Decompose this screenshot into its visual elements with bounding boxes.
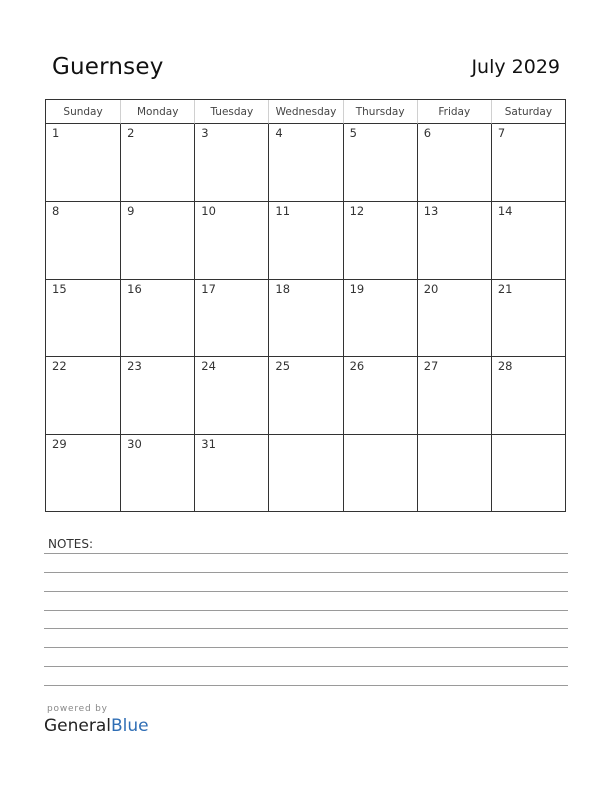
day-cell: 20: [417, 279, 491, 356]
day-cell: 7: [491, 124, 565, 201]
notes-line: [44, 591, 568, 592]
day-cell: 9: [120, 201, 194, 278]
weekday-header-monday: Monday: [120, 100, 194, 124]
notes-line: [44, 685, 568, 686]
notes-line: [44, 666, 568, 667]
powered-by-text: powered by: [47, 704, 108, 714]
day-cell: 4: [268, 124, 342, 201]
notes-label: NOTES:: [48, 537, 93, 551]
weekday-header-saturday: Saturday: [491, 100, 565, 124]
notes-line: [44, 610, 568, 611]
day-cell: 22: [46, 356, 120, 433]
day-cell: 27: [417, 356, 491, 433]
calendar-grid: [45, 99, 566, 512]
day-cell: [268, 434, 342, 511]
day-cell: 2: [120, 124, 194, 201]
weekday-header-wednesday: Wednesday: [268, 100, 342, 124]
day-cell: 29: [46, 434, 120, 511]
month-title: July 2029: [471, 56, 560, 78]
notes-line: [44, 572, 568, 573]
weekday-header-friday: Friday: [417, 100, 491, 124]
day-cell: 14: [491, 201, 565, 278]
day-cell: 6: [417, 124, 491, 201]
day-cell: 10: [194, 201, 268, 278]
day-cell: 24: [194, 356, 268, 433]
day-cell: 28: [491, 356, 565, 433]
day-cell: 5: [343, 124, 417, 201]
day-cell: 17: [194, 279, 268, 356]
notes-line: [44, 628, 568, 629]
day-cell: [343, 434, 417, 511]
day-cell: 19: [343, 279, 417, 356]
country-title: Guernsey: [52, 54, 164, 80]
day-cell: 15: [46, 279, 120, 356]
day-cell: 30: [120, 434, 194, 511]
day-cell: [491, 434, 565, 511]
day-cell: 26: [343, 356, 417, 433]
generalblue-logo[interactable]: [44, 716, 149, 736]
day-cell: 11: [268, 201, 342, 278]
brand-general: General: [44, 716, 111, 736]
day-cell: 13: [417, 201, 491, 278]
day-cell: 21: [491, 279, 565, 356]
day-cell: 3: [194, 124, 268, 201]
day-cell: [417, 434, 491, 511]
day-cell: 25: [268, 356, 342, 433]
weekday-header-sunday: Sunday: [46, 100, 120, 124]
weekday-header-tuesday: Tuesday: [194, 100, 268, 124]
brand-blue: Blue: [111, 716, 149, 736]
notes-line: [44, 553, 568, 554]
day-cell: 1: [52, 126, 60, 140]
day-cell: 12: [343, 201, 417, 278]
day-cell: 16: [120, 279, 194, 356]
notes-line: [44, 647, 568, 648]
day-cell: 8: [46, 201, 120, 278]
weekday-header-thursday: Thursday: [343, 100, 417, 124]
day-cell: 23: [120, 356, 194, 433]
day-cell: 31: [194, 434, 268, 511]
day-cell: 18: [268, 279, 342, 356]
